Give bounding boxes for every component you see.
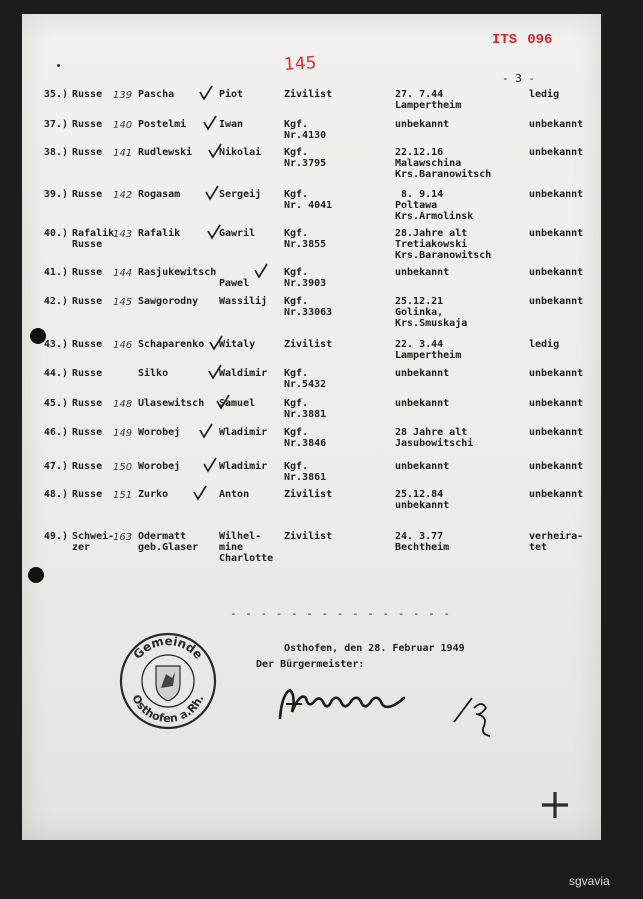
entry-family-status: unbekannt	[529, 427, 584, 438]
entry-status: Zivilist	[284, 89, 333, 100]
entry-firstname: mine	[219, 542, 244, 553]
entry-number: 40.)	[43, 228, 68, 239]
entry-firstname: Piot	[219, 89, 244, 100]
handwritten-page-number: 145	[283, 53, 317, 75]
handwritten-number: 139	[113, 90, 133, 101]
mayor-title: Der Bürgermeister:	[256, 659, 365, 670]
entry-status: Kgf.	[284, 228, 309, 239]
entry-family-status: unbekannt	[529, 461, 584, 472]
entry-family-status: unbekannt	[529, 147, 584, 158]
entry-date: unbekannt	[395, 398, 450, 409]
entry-date: unbekannt	[395, 500, 450, 511]
entry-nationality: Russe	[72, 368, 103, 379]
handwritten-number: 141	[113, 148, 133, 159]
entry-surname: Rogasam	[138, 189, 181, 200]
entry-number: 46.)	[43, 427, 68, 438]
entry-nationality: Russe	[72, 119, 103, 130]
entry-firstname: Gawril	[219, 228, 256, 239]
entry-nationality: Russe	[72, 489, 103, 500]
entry-nationality: Russe	[72, 427, 103, 438]
entry-number: 49.)	[43, 531, 68, 542]
check-mark-icon	[253, 263, 269, 279]
entry-family-status: ledig	[529, 89, 560, 100]
entry-surname: Rudlewski	[138, 147, 193, 158]
entry-firstname: Waldimir	[219, 368, 268, 379]
entry-family-status: unbekannt	[529, 267, 584, 278]
entry-status: Nr. 4041	[284, 200, 333, 211]
entry-nationality: Russe	[72, 339, 103, 350]
entry-status: Kgf.	[284, 461, 309, 472]
entry-status: Kgf.	[284, 267, 309, 278]
entry-firstname: Nikolai	[219, 147, 262, 158]
handwritten-number: 146	[113, 340, 133, 351]
entry-date: unbekannt	[395, 119, 450, 130]
entry-date: Malawschina	[395, 158, 462, 169]
entry-status: Nr.4130	[284, 130, 327, 141]
entry-status: Kgf.	[284, 368, 309, 379]
entry-status: Kgf.	[284, 189, 309, 200]
entry-date: 25.12.21	[395, 296, 444, 307]
entry-family-status: verheira-	[529, 531, 584, 542]
entry-number: 44.)	[43, 368, 68, 379]
its-stamp	[492, 32, 552, 48]
entry-status: Kgf.	[284, 296, 309, 307]
handwritten-number: 142	[113, 190, 133, 201]
entry-status: Nr.3846	[284, 438, 327, 449]
entry-surname: Zurko	[138, 489, 169, 500]
entry-surname: Rasjukewitsch	[138, 267, 217, 278]
entry-nationality: Russe	[72, 89, 103, 100]
entry-firstname: Charlotte	[219, 553, 274, 564]
entry-family-status: unbekannt	[529, 398, 584, 409]
entry-number: 38.)	[43, 147, 68, 158]
handwritten-number: 151	[113, 490, 133, 501]
watermark: sgvavia	[569, 874, 610, 888]
entry-status: Nr.3855	[284, 239, 327, 250]
check-mark-icon	[198, 85, 214, 101]
seal-bottom-text: Osthofen a.Rh.	[129, 692, 207, 726]
entry-status: Zivilist	[284, 489, 333, 500]
document-page	[22, 14, 601, 840]
entry-status: Zivilist	[284, 339, 333, 350]
entry-surname: Schaparenko	[138, 339, 205, 350]
entry-surname: Sawgorodny	[138, 296, 199, 307]
entry-date: Krs.Smuskaja	[395, 318, 468, 329]
entry-surname: Worobej	[138, 427, 181, 438]
entry-date: Krs.Baranowitsch	[395, 250, 492, 261]
entry-nationality: Russe	[72, 147, 103, 158]
check-mark-icon	[202, 115, 218, 131]
entry-date: 22.12.16	[395, 147, 444, 158]
handwritten-number: 140	[113, 120, 133, 131]
entry-status: Kgf.	[284, 427, 309, 438]
entry-number: 47.)	[43, 461, 68, 472]
entry-status: Kgf.	[284, 398, 309, 409]
handwritten-number: 145	[113, 297, 133, 308]
entry-status: Zivilist	[284, 531, 333, 542]
svg-text:Gemeinde	[131, 634, 206, 662]
entry-surname: Pascha	[138, 89, 175, 100]
entry-date: unbekannt	[395, 461, 450, 472]
entry-date: 27. 7.44	[395, 89, 444, 100]
entry-nationality: Russe	[72, 296, 103, 307]
entry-number: 48.)	[43, 489, 68, 500]
entry-date: Krs.Armolinsk	[395, 211, 474, 222]
entry-date: Poltawa	[395, 200, 438, 211]
entry-date: 8. 9.14	[395, 189, 444, 200]
check-mark-icon	[215, 394, 231, 410]
entry-family-status: unbekannt	[529, 189, 584, 200]
entry-surname: Silko	[138, 368, 169, 379]
entry-family-status: unbekannt	[529, 228, 584, 239]
entry-firstname: Iwan	[219, 119, 244, 130]
entry-surname: Worobej	[138, 461, 181, 472]
entry-surname: geb.Glaser	[138, 542, 199, 553]
entry-date: Lampertheim	[395, 100, 462, 111]
entry-status: Kgf.	[284, 119, 309, 130]
entry-date: Tretiakowski	[395, 239, 468, 250]
entry-date: Golinka,	[395, 307, 444, 318]
handwritten-number: 148	[113, 399, 133, 410]
entry-nationality: Russe	[72, 239, 103, 250]
entry-status: Nr.3795	[284, 158, 327, 169]
entry-status: Kgf.	[284, 147, 309, 158]
entry-date: unbekannt	[395, 267, 450, 278]
entry-family-status: ledig	[529, 339, 560, 350]
entry-firstname: Wilhel-	[219, 531, 262, 542]
entry-number: 37.)	[43, 119, 68, 130]
entry-date: 28 Jahre alt	[395, 427, 468, 438]
entry-number: 35.)	[43, 89, 68, 100]
entry-number: 43.)	[43, 339, 68, 350]
entry-family-status: unbekannt	[529, 296, 584, 307]
check-mark-icon	[198, 423, 214, 439]
entry-surname: Ulasewitsch	[138, 398, 205, 409]
entry-firstname: Wladimir	[219, 427, 268, 438]
entry-date: Lampertheim	[395, 350, 462, 361]
entry-nationality: Rafalik	[72, 228, 115, 239]
place-date: Osthofen, den 28. Februar 1949	[284, 643, 465, 654]
entry-nationality: Schwei-	[72, 531, 115, 542]
entry-firstname: Samuel	[219, 398, 256, 409]
check-mark-icon	[202, 457, 218, 473]
entry-family-status: tet	[529, 542, 548, 553]
check-mark-icon	[207, 143, 223, 159]
entry-date: unbekannt	[395, 368, 450, 379]
entry-firstname: Pawel	[219, 278, 250, 289]
entry-status: Nr.3881	[284, 409, 327, 420]
entry-nationality: Russe	[72, 189, 103, 200]
entry-firstname: Sergeij	[219, 189, 262, 200]
entry-firstname: Witaly	[219, 339, 256, 350]
entry-surname: Postelmi	[138, 119, 187, 130]
entry-status: Nr.33063	[284, 307, 333, 318]
entry-number: 45.)	[43, 398, 68, 409]
entry-date: 25.12.84	[395, 489, 444, 500]
page-number: - 3 -	[502, 72, 536, 85]
separator-dashes: - - - - - - - - - - - - - - -	[230, 607, 452, 620]
check-mark-icon	[204, 185, 220, 201]
entry-date: Krs.Baranowitsch	[395, 169, 492, 180]
entry-surname: Rafalik	[138, 228, 181, 239]
seal-top-text: Gemeinde	[130, 633, 206, 662]
entry-family-status: unbekannt	[529, 368, 584, 379]
entry-date: 28.Jahre alt	[395, 228, 468, 239]
entry-nationality: Russe	[72, 267, 103, 278]
punch-hole	[28, 567, 44, 583]
entry-date: Jasubowitschi	[395, 438, 474, 449]
entry-nationality: Russe	[72, 461, 103, 472]
entry-family-status: unbekannt	[529, 119, 584, 130]
its-label: ITS	[492, 32, 518, 48]
cross-mark	[540, 790, 570, 820]
handwritten-number: 163	[113, 532, 133, 543]
handwritten-number: 149	[113, 428, 133, 439]
entry-date: 24. 3.77	[395, 531, 444, 542]
initials-mark	[450, 692, 502, 738]
entry-number: 42.)	[43, 296, 68, 307]
handwritten-number: 150	[113, 462, 133, 473]
entry-date: Bechtheim	[395, 542, 450, 553]
entry-number: 41.)	[43, 267, 68, 278]
entry-date: 22. 3.44	[395, 339, 444, 350]
handwritten-number: 144	[113, 268, 133, 279]
entry-family-status: unbekannt	[529, 489, 584, 500]
its-number: 096	[527, 32, 553, 48]
check-mark-icon	[192, 485, 208, 501]
mayor-signature	[272, 674, 412, 726]
entry-nationality: zer	[72, 542, 91, 553]
entry-nationality: Russe	[72, 398, 103, 409]
handwritten-number: 143	[113, 229, 133, 240]
entry-firstname: Anton	[219, 489, 250, 500]
check-mark-icon	[208, 335, 224, 351]
ink-dot	[57, 64, 60, 67]
entry-number: 39.)	[43, 189, 68, 200]
check-mark-icon	[206, 224, 222, 240]
entry-status: Nr.3861	[284, 472, 327, 483]
entry-firstname: Wassilij	[219, 296, 268, 307]
municipal-seal	[118, 628, 218, 734]
entry-surname: Odermatt	[138, 531, 187, 542]
entry-status: Nr.3903	[284, 278, 327, 289]
entry-status: Nr.5432	[284, 379, 327, 390]
entry-firstname: Wladimir	[219, 461, 268, 472]
check-mark-icon	[207, 364, 223, 380]
